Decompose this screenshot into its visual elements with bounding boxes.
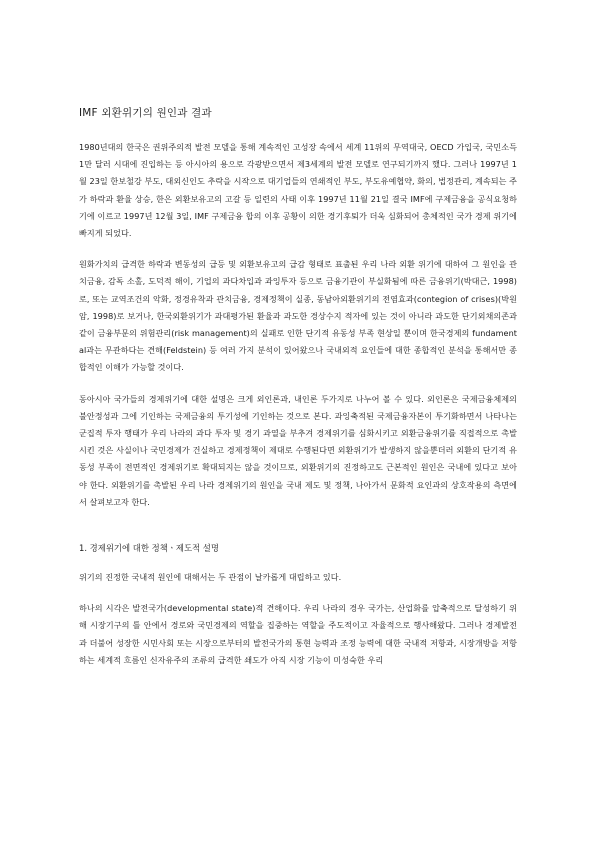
paragraph-explanations: 동아시아 국가들의 경제위기에 대한 설명은 크게 외인론과, 내인론 두가지로 나누어 볼 수 있다. 외인론은 국제금융체제의 불안정성과 그에 기인하는 국제금융의 투기성에 기인하는 것으로 본다. 과잉축적된 국제금융자본이 투기화하면서 나타나는 군집적 투자 행태가 우리 나라의 과다 투자 및 경기 과열을 부추겨 경제위기를 심화시키고 외환금융위기를 직접적으로 촉발시킨 것은 사실이나 국민경제가 건실하고 경제정책이 제대로 수행된다면 외환위기가 발생하지 않을뿐더러 외환의 단기적 유동성 부족이 전면적인 경제위기로 확대되지는 않을 것이므로, 외환위기의 진정하고도 근본적인 원인은 국내에 있다고 보아야 한다. 외환위기를 촉발된 우리 나라 경제위기의 원인을 국내 제도 및 정책, 나아가서 문화적 요인과의 상호작용의 측면에서 살펴보고자 한다. (79, 393, 517, 507)
paragraph-causes: 원화가치의 급격한 하락과 변동성의 급등 및 외환보유고의 급감 형태로 표출된 우리 나라 외환 위기에 대하여 그 원인을 관치금융, 감독 소홀, 도덕적 해이, 기업의 과다차입과 과잉투자 등으로 금융기관이 부실화됨에 따른 금융위기(박대근, 1998)로, 또는 교역조건의 악화, 정경유착과 관치금융, 경제정책이 실종, 동남아외환위기의 전염효과(contegion of crises)(박원암, 1998)로 보거나, 한국외환위기가 과대평가된 환율과 과도한 경상수지 적자에 있는 것이 아니라 과도한 단기외채의존과 같이 금융부문의 위험관리(risk management)의 실패로 인한 단기적 유동성 부족 현상일 뿐이며 한국경제의 fundamental과는 무관하다는 견해(Feldstein) 등 여러 가지 분석이 있어왔으나 국내외적 요인들에 대한 종합적인 분석을 통해서만 종합적인 이해가 가능할 것이다. (79, 259, 517, 373)
paragraph-intro: 1980년대의 한국은 권위주의적 발전 모델을 통해 계속적인 고성장 속에서 세계 11위의 무역대국, OECD 가입국, 국민소득 1만 달러 시대에 진입하는 등 아시아의 용으로 각광받으면서 제3세계의 발전 모델로 연구되기까지 했다. 그러나 1997년 1월 23일 한보철강 부도, 대외신인도 추락을 시작으로 대기업들의 연쇄적인 부도, 부도유예협약, 화의, 법정관리, 계속되는 주가 하락과 환율 상승, 한은 외환보유고의 고갈 등 일련의 사태 이후 1997년 11월 21일 결국 IMF에 구제금융을 공식요청하기에 이르고 1997년 12월 3일, IMF 구제금융 합의 이후 공황이 의한 경기후퇴가 더욱 심화되어 총체적인 국가 경제 위기에 빠지게 되었다. (79, 142, 517, 239)
paragraph-developmental-state: 하나의 시각은 발전국가(developmental state)적 견해이다. 우리 나라의 경우 국가는, 산업화를 압축적으로 달성하기 위해 시장기구의 틀 안에서 경로와 국민경제의 역할을 집중하는 역할을 주도적이고 자율적으로 행사해왔다. 그러나 경제발전과 더불어 성장한 시민사회 또는 시장으로부터의 발전국가의 통현 능력과 조정 능력에 대한 국내적 저항과, 시장개방을 저항하는 세계적 흐름인 신자유주의 조류의 급격한 쇄도가 아직 시장 기능이 미성숙한 우리 (79, 603, 517, 665)
section-heading: 1. 경제위기에 대한 정책ㆍ제도적 설명 (79, 543, 219, 554)
document-body (79, 106, 517, 683)
paragraph-two-views: 위기의 진정한 국내적 원인에 대해서는 두 관점이 날카롭게 대립하고 있다. (79, 572, 342, 583)
document-title: IMF 외환위기의 원인과 결과 (79, 107, 212, 119)
